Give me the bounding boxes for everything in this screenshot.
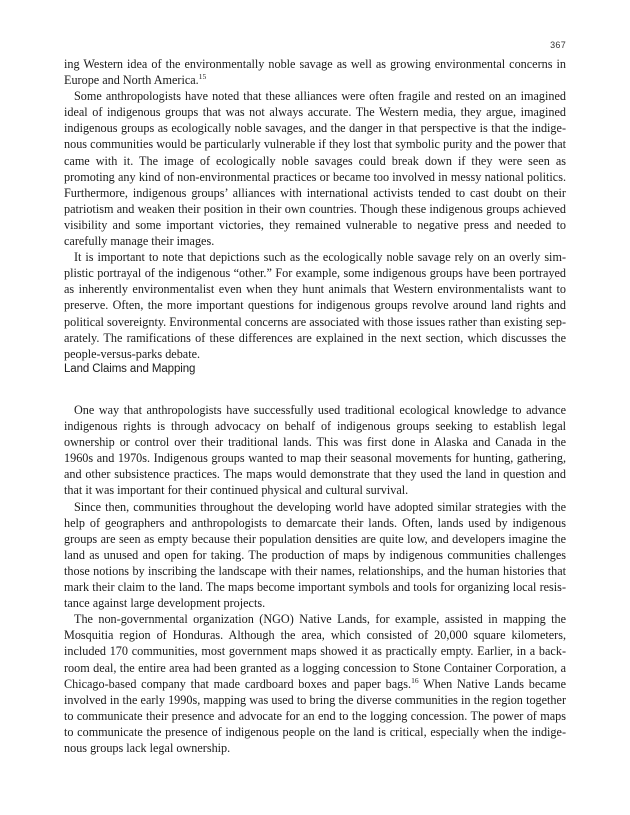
page-number: 367 — [550, 40, 566, 50]
paragraph: It is important to note that depictions such as the ecologically noble savage rely on an overly simplistic portrayal of the indigenous “other.” For example, some indigenous groups have been portrayed as inherently environmentalist even when they hunt animals that Western environmentalists want to preserve. Often, the more important questions for indigenous groups revolve around land rights and political sovereignty. Environmental concerns are associated with those issues rather than existing separately. The ramifications of these differences are explained in the next section, which discusses the people-versus-parks debate. — [64, 250, 566, 361]
paragraph-text: ing Western idea of the environmentally noble savage as well as growing environmental concerns in Europe and North America. — [64, 57, 566, 88]
paragraph-text: When Native Lands became involved in the early 1990s, mapping was used to bring the diverse communities in the region together to communicate their presence and advocate for an end to the logging concession. The power of maps to communicate the presence of indigenous people on the land is critical, especially when the indigenous groups lack legal ownership. — [64, 676, 566, 755]
footnote-marker: 16 — [411, 675, 419, 685]
paragraph: Since then, communities throughout the developing world have adopted similar strategies with the help of geographers and anthropologists to demarcate their lands. Often, lands used by indigenous groups are seen as empty because their population densities are quite low, and developers imagine the land as unused and open for taking. The production of maps by indigenous communities challenges those notions by inscribing the landscape with their names, relationships, and the human histories that mark their claim to the land. The maps become important symbols and tools for organizing local resistance against large development projects. — [64, 499, 566, 611]
footnote-marker: 15 — [198, 72, 207, 82]
body-text-bottom — [64, 402, 566, 756]
paragraph-text: The non-governmental organization (NGO) Native Lands, for example, assisted in mapping the Mosquitia region of Honduras. Although the area, which consisted of 20,000 square kilometers, included 170 communities, most government maps showed it as practically empty. Earlier, in a backroom deal, the entire area had been granted as a logging concession to Stone Container Corporation, a Chicago-based company that made cardboard boxes and paper bags. — [64, 612, 566, 691]
paragraph — [64, 611, 566, 756]
paragraph-continued — [64, 56, 566, 88]
paragraph: One way that anthropologists have successfully used traditional ecological knowledge to advance indigenous rights is through advocacy on behalf of indigenous groups seeking to establish legal ownership or control over their traditional lands. This was first done in Alaska and Canada in the 1960s and 1970s. Indigenous groups wanted to map their seasonal movements for hunting, gathering, and other subsistence practices. The maps would demonstrate that they used the land in question and that it was important for their continued physical and cultural survival. — [64, 403, 566, 498]
body-text-top — [64, 56, 566, 362]
paragraph: Some anthropologists have noted that these alliances were often fragile and rested on an imagined ideal of indigenous groups that was not always accurate. The Western media, they argue, imagined indigenous groups as ecologically noble savages, and the danger in that perspective is that the indigenous communities would be particularly vulnerable if they lost that symbolic purity and the power that came with it. The image of ecologically noble savages could break down if they were seen as promoting any kind of non-environmental practices or became too involved in messy national politics. Furthermore, indigenous groups’ alliances with international activists tended to cast doubt on their patriotism and weaken their position in their own countries. Though these indigenous groups achieved visibility and some important victories, they remained vulnerable to negative press and needed to carefully manage their images. — [64, 89, 566, 249]
section-heading: Land Claims and Mapping — [64, 363, 196, 375]
